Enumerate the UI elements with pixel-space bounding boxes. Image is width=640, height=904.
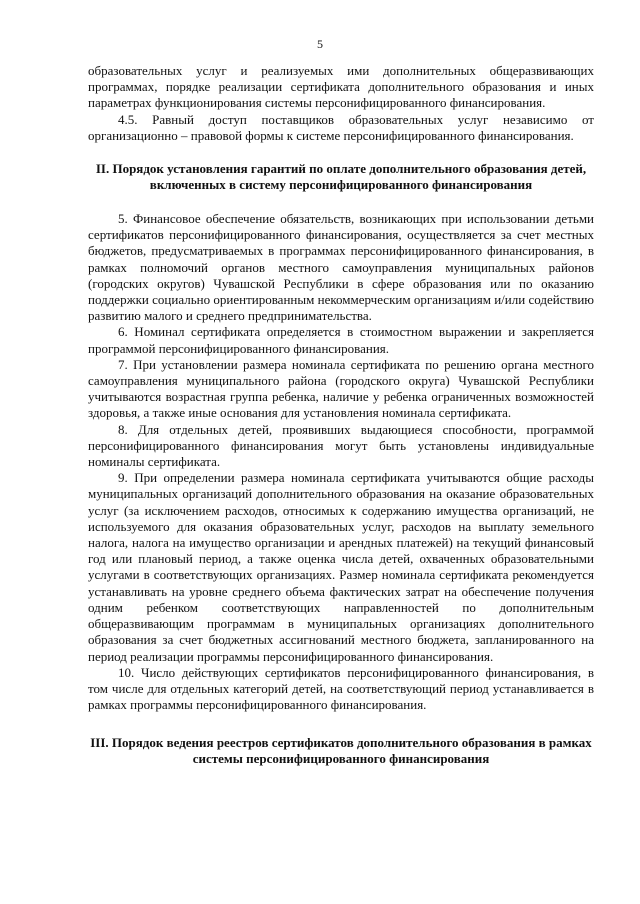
paragraph-4-5: 4.5. Равный доступ поставщиков образовательных услуг независимо от организационно – правовой формы к системе персонифицированного финансирования. [88, 111, 594, 143]
paragraph-6: 6. Номинал сертификата определяется в стоимостном выражении и закрепляется программой персонифицированного финансирования. [88, 324, 594, 356]
paragraph-8: 8. Для отдельных детей, проявивших выдающиеся способности, программой персонифицированного финансирования могут быть установлены индивидуальные номиналы сертификата. [88, 421, 594, 470]
paragraph-5: 5. Финансовое обеспечение обязательств, возникающих при использовании детьми сертификатов персонифицированного финансирования, осуществляется за счет местных бюджетов, предусматриваемых в программах персонифицированного финансирования, в рамках полномочий органов местного самоуправления муниципальных районов (городских округов) Чувашской Республики в сфере образования или по оказанию поддержки социально ориентированным некоммерческим организациям и/или содействию развитию малого и среднего предпринимательства. [88, 211, 594, 324]
paragraph-9: 9. При определении размера номинала сертификата учитываются общие расходы муниципальных организаций дополнительного образования на оказание образовательных услуг (за исключением расходов, относимых к содержанию имущества организаций, не используемого для оказания образовательных услуг, расходов на выплату земельного налога, налога на имущество организации и арендных платежей) на текущий финансовый год или плановый период, а также оценка числа детей, охваченных образовательными услугами в соответствующих организациях. Размер номинала сертификата рекомендуется устанавливать на уровне среднего объема фактических затрат на обеспечение получения одним ребенком соответствующих направленностей по дополнительным общеразвивающим программам в муниципальных организациях дополнительного образования за счет бюджетных ассигнований местного бюджета, запланированного на период реализации программы персонифицированного финансирования. [88, 470, 594, 664]
paragraph-continuation: образовательных услуг и реализуемых ими дополнительных общеразвивающих программах, порядке реализации сертификата дополнительного образования и иных параметрах функционирования системы персонифицированного финансирования. [88, 63, 594, 111]
paragraph-7: 7. При установлении размера номинала сертификата по решению органа местного самоуправления муниципального района (городского округа) Чувашской Республики учитываются возрастная группа ребенка, наличие у ребенка ограниченных возможностей здоровья, а также иные основания для установления номинала сертификата. [88, 356, 594, 421]
section-2-heading: II. Порядок установления гарантий по оплате дополнительного образования детей, включенных в систему персонифицированного финансирования [95, 161, 587, 193]
page-number: 5 [317, 37, 323, 51]
document-body [88, 63, 594, 767]
section-3-heading: III. Порядок ведения реестров сертификатов дополнительного образования в рамках системы персонифицированного финансирования [90, 735, 592, 767]
paragraph-10: 10. Число действующих сертификатов персонифицированного финансирования, в том числе для отдельных категорий детей, на соответствующий период устанавливается в рамках программы персонифицированного финансирования. [88, 664, 594, 713]
